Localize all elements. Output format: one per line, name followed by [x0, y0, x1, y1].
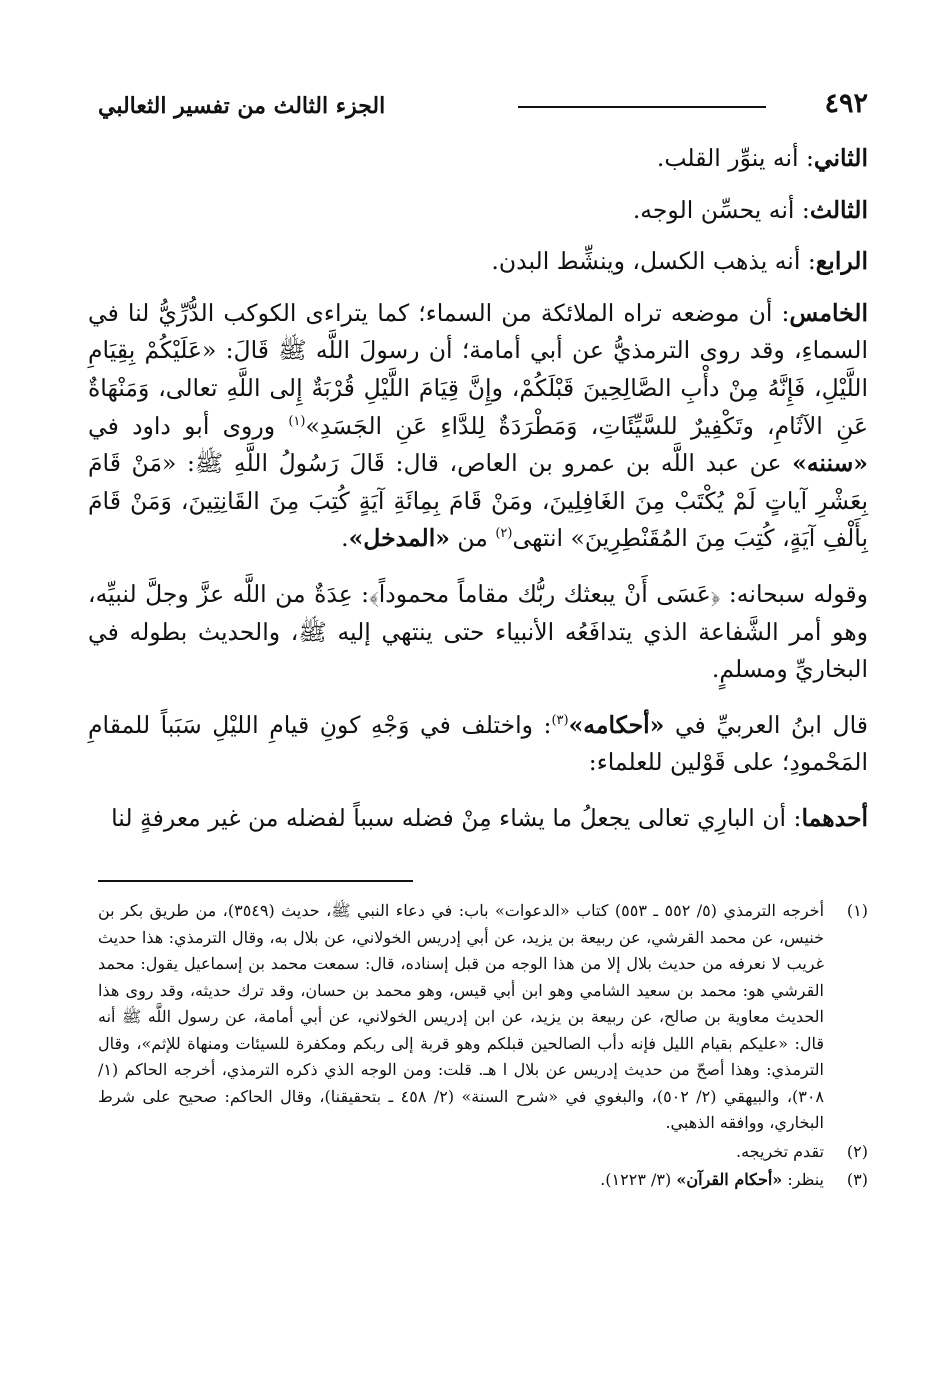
paragraph-text: : أنه يحسِّن الوجه.: [632, 195, 810, 224]
paragraph-fourth: [88, 243, 868, 281]
running-title: الجزء الثالث من تفسير الثعالبي: [98, 93, 386, 119]
footnote-ref[interactable]: (٢): [495, 526, 513, 542]
footnote-number: (١): [846, 901, 868, 920]
book-title: «سننه»: [792, 449, 868, 478]
main-text: [88, 140, 868, 856]
paragraph-text: عن عبد اللَّه بن عمرو بن العاص، قال: قَالَ رَسُولُ اللَّهِ ﷺ: «مَنْ قَامَ بِعَشْرِ آياتٍ لَمْ يُكْتَبْ مِنَ الغَافِلِينَ، ومَنْ قَامَ بِمِائَةِ آيَةٍ كُتِبَ مِنَ القَانِتِينَ، وَمَنْ قَامَ بِأَلْفِ آيَةٍ، كُتِبَ مِنَ المُقَنْطِرِينَ» انتهى: [88, 449, 868, 553]
footnotes: [98, 898, 868, 1196]
paragraph-text: : أنه يذهب الكسل، وينشِّط البدن.: [491, 247, 816, 276]
footnote-number: (٣): [846, 1170, 868, 1190]
paragraph-text: .: [341, 524, 349, 553]
paragraph-label: الرابع: [815, 247, 868, 276]
footnote-item: [98, 1139, 868, 1166]
footnote-item: [98, 898, 868, 1137]
page-number: ٤٩٢: [824, 88, 868, 119]
paragraph-text: : أن موضعه تراه الملائكة من السماء؛ كما يتراءى الكوكب الدُّرِّيُّ لنا في السماءِ، وقد روى الترمذيُّ عن أبي أمامة؛ أن رسولَ اللَّه ﷺ قَالَ: «عَلَيْكُمْ بِقِيَامِ اللَّيْلِ، فَإِنَّهُ مِنْ دأْبِ الصَّالِحِينَ قَبْلَكُمْ، وإِنَّ قِيَامَ اللَّيْلِ قُرْبَةٌ إِلى اللَّهِ تعالى، وَمَنْهَاةٌ عَنِ الآثَامِ، وتَكْفِيرٌ للسَّيِّئَاتِ، وَمَطْرَدَةٌ لِلدَّاءِ عَنِ الجَسَدِ»: [88, 298, 868, 440]
footnote-number: (٢): [846, 1141, 868, 1161]
paragraph-label: الثاني: [813, 144, 868, 172]
footnote-item: [98, 1167, 868, 1194]
paragraph-label: الخامس: [789, 298, 868, 327]
footnote-separator: [98, 880, 413, 882]
footnote-text: تقدم تخريجه.: [736, 1141, 824, 1161]
paragraph-first-opinion: [88, 800, 868, 838]
book-title: «أحكامه»: [568, 710, 665, 739]
paragraph-verse: [88, 576, 868, 689]
footnote-text: أخرجه الترمذي (٥/ ٥٥٢ ـ ٥٥٣) كتاب «الدعوات» باب: في دعاء النبي ﷺ، حديث (٣٥٤٩)، من طريق بكر بن خنيس، عن محمد القرشي، عن ربيعة بن يزيد، عن أبي إدريس الخولاني، عن بلال به، وقال الترمذي: هذا حديث غريب لا نعرفه من حديث بلال إلا من هذا الوجه من قبل إسناده، قال: سمعت محمد بن إسماعيل يقول: محمد القرشي هو: محمد بن سعيد الشامي وهو ابن أبي قيس، وهو محمد بن حسان، وقد ترك حديثه، وقد روى هذا الحديث معاوية بن صالح، عن ربيعة بن يزيد، عن ابن إدريس الخولاني، عن أبي أمامة، عن رسول اللَّه ﷺ أنه قال: «عليكم بقيام الليل فإنه دأب الصالحين قبلكم وهو قربة إلى ربكم ومكفرة للسيئات ومنهاة للإثم»، وقال الترمذي: وهذا أصحّ من حديث إدريس عن بلال ا هـ. قلت: ومن الوجه الذي ذكره الترمذي، أخرجه الحاكم (١/ ٣٠٨)، والبيهقي (٢/ ٥٠٢)، والبغوي في «شرح السنة» (٢/ ٤٥٨ ـ بتحقيقنا)، وقال الحاكم: صحيح على شرط البخاري، ووافقه الذهبي.: [98, 901, 825, 1133]
paragraph-label: أحدهما: [801, 803, 868, 832]
paragraph-text: وروى أبو داود في: [88, 411, 289, 440]
paragraph-second: [88, 140, 868, 178]
running-header: [98, 84, 868, 128]
paragraph-text: وقوله سبحانه: ﴿عَسَى أَنْ يبعثك ربُّك مقاماً محموداً﴾: عِدَةٌ من اللَّه عزَّ وجلَّ لنبيِّه، وهو أمر الشَّفاعة الذي يتدافَعُه الأنبياء حتى ينتهي إليه ﷺ، والحديث بطوله في البخاريِّ ومسلمٍ.: [88, 579, 868, 684]
paragraph-text: : أن البارِي تعالى يجعلُ ما يشاء مِنْ فضله سبباً لفضله من غير معرفةٍ لنا: [111, 803, 802, 832]
book-title: «أحكام القرآن»: [676, 1170, 783, 1190]
paragraph-fifth: [88, 295, 868, 558]
footnote-ref[interactable]: (١): [288, 413, 306, 429]
footnote-text: [98, 1167, 824, 1194]
paragraph-label: الثالث: [809, 195, 868, 224]
paragraph-text: من: [449, 524, 496, 553]
book-title: «المدخل»: [348, 524, 450, 553]
paragraph-third: [88, 192, 868, 230]
paragraph-text: : أنه ينوِّر القلب.: [656, 144, 814, 172]
footnote-text-part: ينظر:: [782, 1170, 824, 1190]
footnote-ref[interactable]: (٣): [551, 712, 569, 728]
paragraph-text: قال ابنُ العربيِّ في: [664, 710, 868, 739]
footnote-text-part: (٣/ ١٢٢٣).: [600, 1170, 677, 1190]
paragraph-ibn-arabi: [88, 707, 868, 782]
paragraph-text: : واختلف في وَجْهِ كونِ قيامِ الليْلِ سَبَباً للمقامِ المَحْمودِ؛ على قَوْلين للعلماء:: [88, 710, 868, 777]
header-rule: [518, 106, 766, 108]
